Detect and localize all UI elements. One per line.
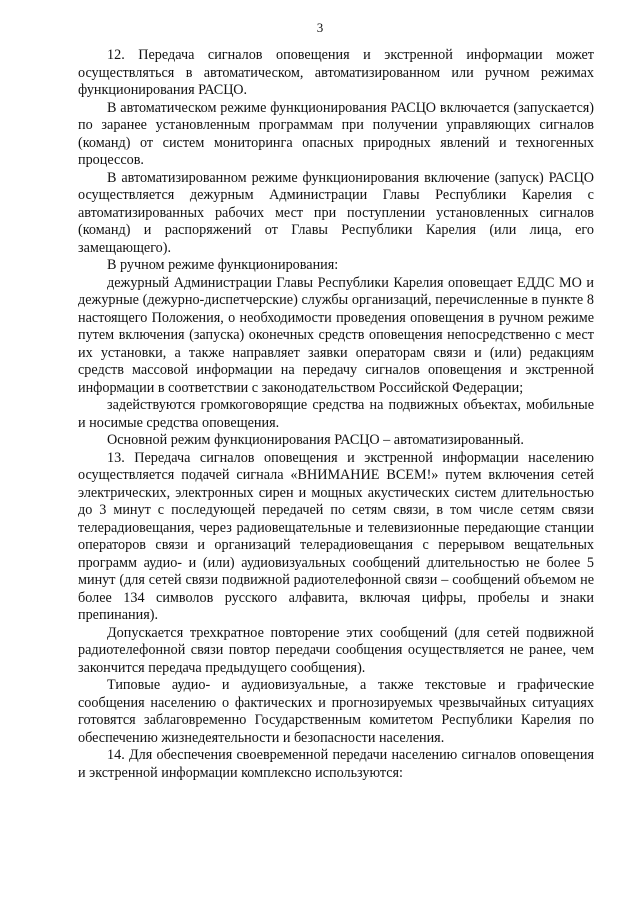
paragraph-main-mode: Основной режим функционирования РАСЦО – автоматизированный.	[107, 432, 524, 448]
paragraph-automatic-mode: В автоматическом режиме функционирования РАСЦО включается (запускается) по заранее установленным программам при получении управляющих сигналов (команд) от систем мониторинга опасных природных явлений и техногенных процессов.	[78, 99, 594, 168]
paragraph-14: 14. Для обеспечения своевременной передачи населению сигналов оповещения и экстренной информации комплексно используются:	[78, 747, 594, 781]
page-number: 3	[316, 20, 324, 35]
paragraph-repetition: Допускается трехкратное повторение этих сообщений (для сетей подвижной радиотелефонной связи повтор передачи сообщения осуществляется не ранее, чем закончится передача предыдущего сообщения).	[78, 624, 594, 676]
paragraph-standard-messages: Типовые аудио- и аудиовизуальные, а также текстовые и графические сообщения населению о фактических и прогнозируемых чрезвычайных ситуациях готовятся заблаговременно Государственным комитетом Республики Карелия по обеспечению жизнедеятельности и безопасности населения.	[78, 677, 594, 746]
paragraph-12: 12. Передача сигналов оповещения и экстренной информации может осуществляться в автоматическом, автоматизированном или ручном режимах функционирования РАСЦО.	[78, 47, 594, 98]
document-body	[78, 47, 594, 782]
paragraph-manual-mode-loudspeakers: задействуются громкоговорящие средства на подвижных объектах, мобильные и носимые средства оповещения.	[78, 397, 594, 431]
paragraph-automated-mode: В автоматизированном режиме функционирования включение (запуск) РАСЦО осуществляется дежурным Администрации Главы Республики Карелия с автоматизированных рабочих мест при поступлении установленных сигналов (команд) и распоряжений от Главы Республики Карелия (или лица, его замещающего).	[78, 169, 594, 256]
paragraph-13: 13. Передача сигналов оповещения и экстренной информации населению осуществляется подачей сигнала «ВНИМАНИЕ ВСЕМ!» путем включения сетей электрических, электронных сирен и мощных акустических систем длительностью до 3 минут с последующей передачей по сетям связи, в том числе сетям связи телерадиовещания, через радиовещательные и телевизионные передающие станции операторов связи и организаций телерадиовещания с перерывом вещательных программ аудио- и (или) аудиовизуальных сообщений длительностью не более 5 минут (для сетей связи подвижной радиотелефонной связи – сообщений объемом не более 134 символов русского алфавита, включая цифры, пробелы и знаки препинания).	[78, 449, 594, 623]
paragraph-manual-mode-heading: В ручном режиме функционирования:	[107, 257, 339, 273]
paragraph-manual-mode-duty-officer: дежурный Администрации Главы Республики Карелия оповещает ЕДДС МО и дежурные (дежурно-диспетчерские) службы организаций, перечисленные в пункте 8 настоящего Положения, о необходимости проведения оповещения в ручном режиме путем включения (запуска) оконечных средств оповещения непосредственно с мест их установки, а также направляет заявки операторам связи и (или) редакциям средств массовой информации на передачу сигналов оповещения и экстренной информации в соответствии с законодательством Российской Федерации;	[78, 274, 594, 396]
